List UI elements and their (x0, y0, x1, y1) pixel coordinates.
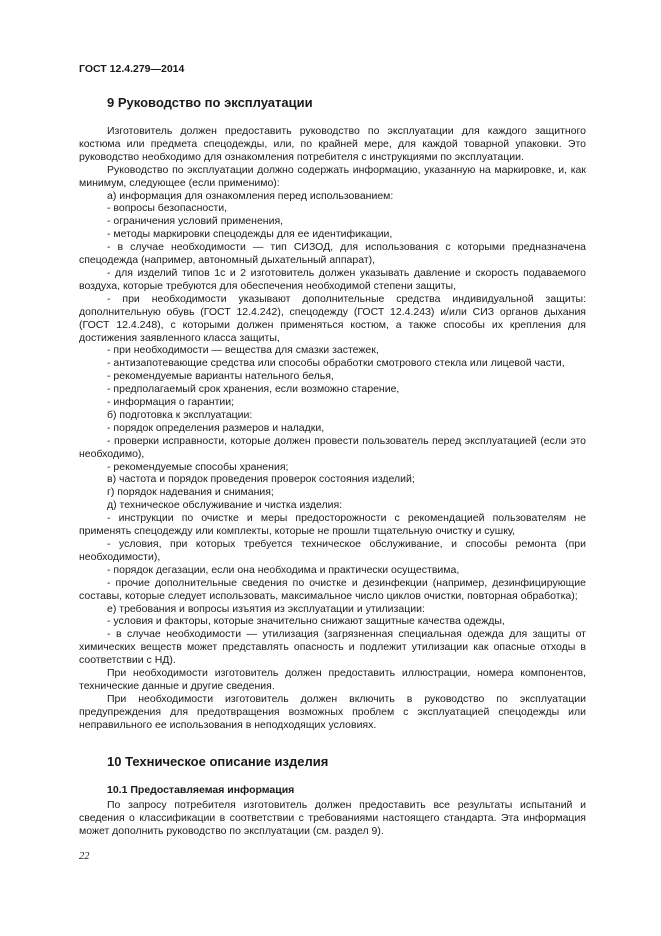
paragraph: По запросу потребителя изготовитель должен предоставить все результаты испытаний и сведения о классификации в соответствии с требованиями настоящего стандарта. Эта информация может дополнить руководство по эксплуатации (см. раздел 9). (79, 799, 586, 837)
list-item: - для изделий типов 1с и 2 изготовитель должен указывать давление и скорость подаваемого воздуха, которые требуются для обеспечения необходимой степени защиты, (79, 266, 586, 292)
list-heading: б) подготовка к эксплуатации: (107, 408, 253, 421)
list-heading: г) порядок надевания и снимания; (107, 486, 274, 499)
list-item: - проверки исправности, которые должен провести пользователь перед эксплуатацией (если это необходимо), (79, 434, 586, 460)
list-item: - рекомендуемые способы хранения; (107, 460, 289, 473)
subsection-10-1-title: 10.1 Предоставляемая информация (107, 784, 295, 796)
list-item: - предполагаемый срок хранения, если возможно старение, (107, 383, 400, 396)
paragraph: При необходимости изготовитель должен предоставить иллюстрации, номера компонентов, технические данные и другие сведения. (79, 667, 586, 692)
list-item: - при необходимости указывают дополнительные средства индивидуальной защиты: дополнительную обувь (ГОСТ 12.4.242), спецодежду (ГОСТ 12.4.243) и/или СИЗ органов дыхания (ГОСТ 12.4.248), с которыми должен применяться костюм, а также способы их крепления для достижения заявленного класса защиты, (79, 292, 586, 344)
list-item: - условия, при которых требуется техническое обслуживание, и способы ремонта (при необходимости), (79, 538, 586, 563)
list-item: - в случае необходимости — тип СИЗОД, для использования с которыми предназначена спецодежда (например, автономный дыхательный аппарат), (79, 241, 586, 267)
section-9-title: 9 Руководство по эксплуатации (107, 95, 313, 110)
list-item: - в случае необходимости — утилизация (загрязненная специальная одежда для защиты от химических веществ может представлять опасность и подлежит утилизации как опасные отходы в соответствии с НД). (79, 628, 586, 667)
list-item: - антизапотевающие средства или способы обработки смотрового стекла или лицевой части, (107, 357, 565, 370)
list-item: - вопросы безопасности, (107, 202, 228, 215)
section-9-body (79, 125, 586, 732)
list-item: - рекомендуемые варианты нательного белья, (107, 370, 334, 383)
list-heading: д) техническое обслуживание и чистка изделия: (107, 499, 343, 512)
list-item: - порядок определения размеров и наладки, (107, 421, 325, 434)
list-item: - прочие дополнительные сведения по очистке и дезинфекции (например, дезинфицирующие составы, которые следует использовать, максимальное число циклов очистки, повторная обработка); (79, 576, 586, 602)
paragraph: При необходимости изготовитель должен включить в руководство по эксплуатации предупреждения для предотвращения возможных проблем с эксплуатацией спецодежды или неправильного ее использования в неподходящих условиях. (79, 692, 586, 731)
paragraph: Руководство по эксплуатации должно содержать информацию, указанную на маркировке, и, как минимум, следующее (если применимо): (79, 163, 586, 189)
document-header: ГОСТ 12.4.279—2014 (79, 63, 185, 75)
paragraph: Изготовитель должен предоставить руководство по эксплуатации для каждого защитного костюма или предмета спецодежды, или, по крайней мере, для каждой товарной упаковки. Это руководство необходимо для ознакомления потребителя с инструкциями по эксплуатации. (79, 125, 586, 163)
section-10-body (79, 799, 586, 838)
list-heading: в) частота и порядок проведения проверок состояния изделий; (107, 473, 415, 486)
page-number: 22 (79, 851, 90, 862)
list-item: - порядок дегазации, если она необходима и практически осуществима, (107, 563, 460, 576)
list-heading: е) требования и вопросы изъятия из эксплуатации и утилизации: (107, 602, 425, 615)
list-heading: а) информация для ознакомления перед использованием: (107, 189, 394, 202)
section-10-title: 10 Техническое описание изделия (107, 754, 329, 769)
list-item: - инструкции по очистке и меры предосторожности с рекомендацией пользователям не применять спецодежду или комплекты, которые не прошли тщательную очистку и сушку, (79, 512, 586, 538)
list-item: - условия и факторы, которые значительно снижают защитные качества одежды, (107, 615, 505, 628)
list-item: - при необходимости — вещества для смазки застежек, (107, 344, 379, 357)
list-item: - информация о гарантии; (107, 396, 235, 409)
list-item: - методы маркировки спецодежды для ее идентификации, (107, 228, 393, 241)
list-item: - ограничения условий применения, (107, 215, 284, 228)
